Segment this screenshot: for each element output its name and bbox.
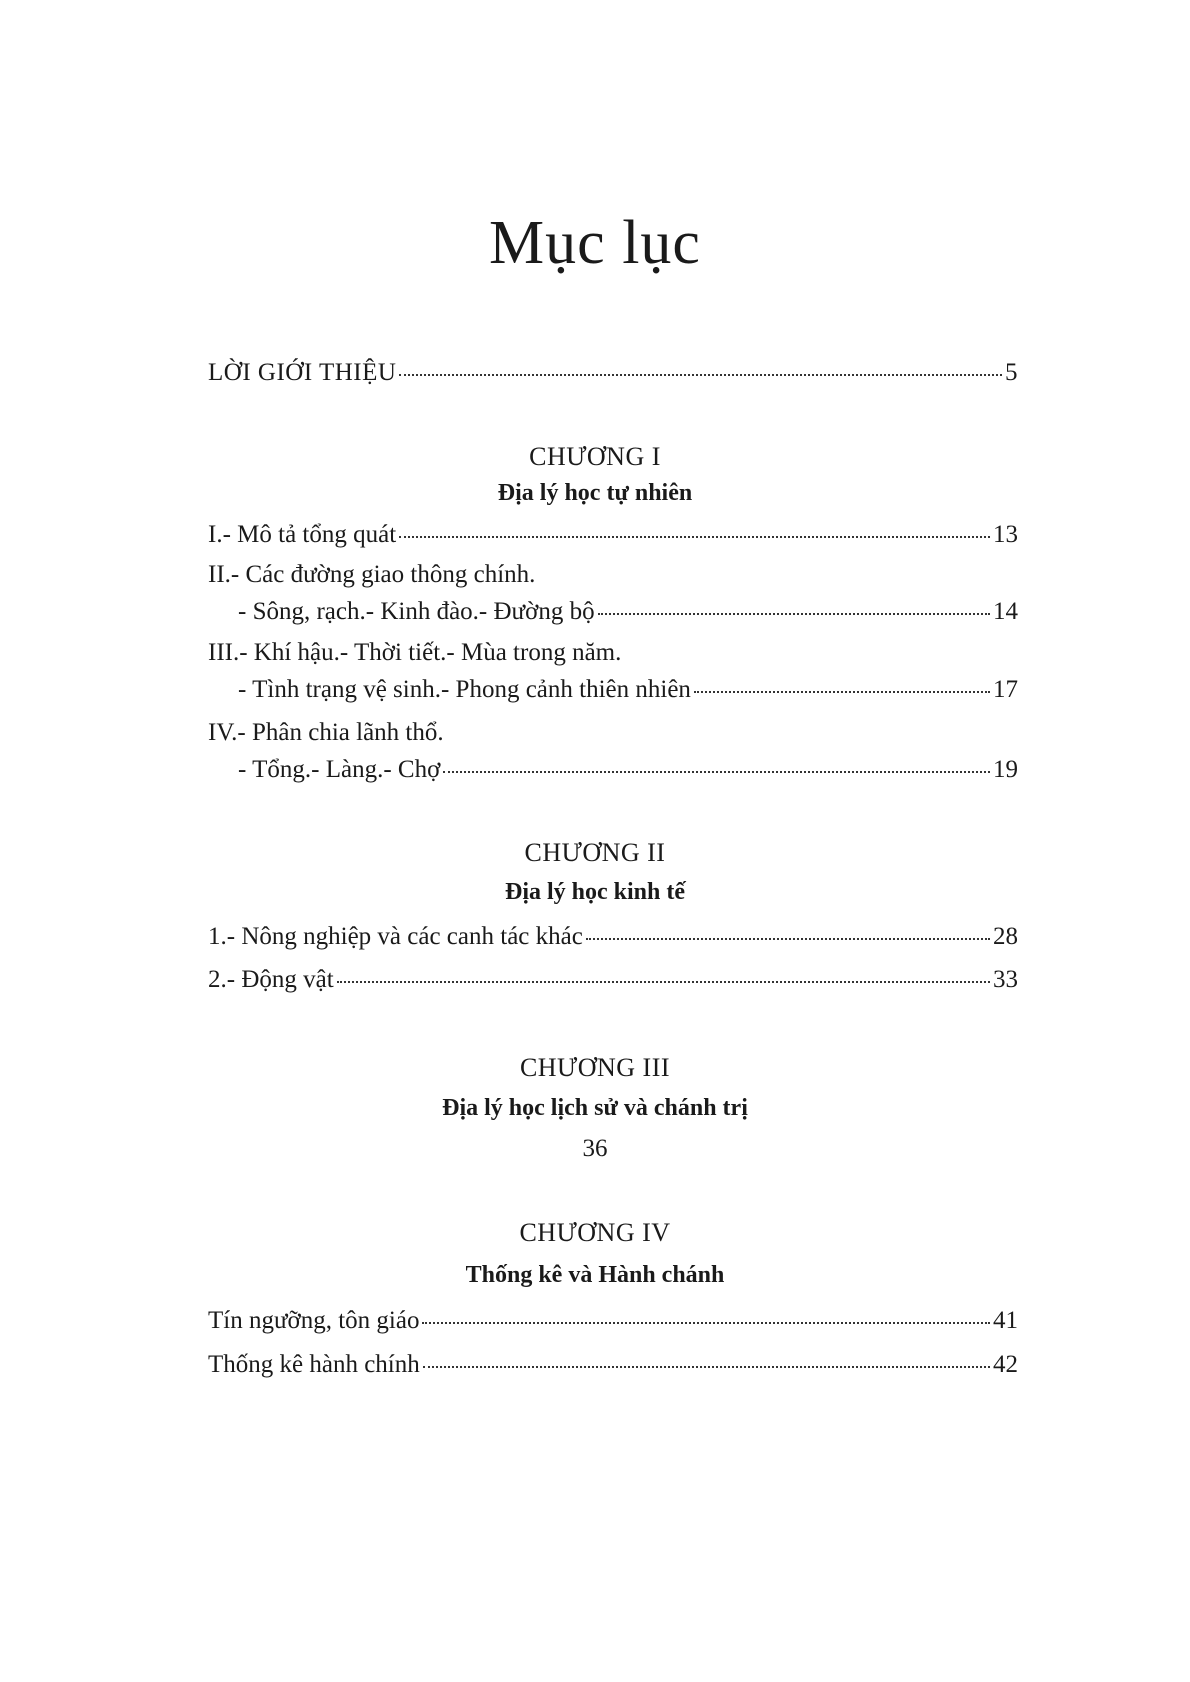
toc-entry-label: Tín ngưỡng, tôn giáo [208,1307,420,1334]
toc-entry-sublabel: - Sông, rạch.- Kinh đào.- Đường bộ [238,598,595,625]
toc-entry[interactable] [238,597,1018,627]
dot-leader [598,613,990,615]
toc-page-number: 28 [993,923,1018,950]
chapter-1-heading: CHƯƠNG I [529,442,661,471]
toc-entry[interactable] [208,1306,1018,1336]
toc-page-number: 41 [993,1307,1018,1334]
dot-leader [423,1366,990,1368]
toc-entry-intro[interactable] [208,358,1018,388]
page-title: Mục lục [489,209,701,277]
toc-entry[interactable] [208,1350,1018,1380]
toc-page-number: 42 [993,1351,1018,1378]
toc-page-number: 14 [993,598,1018,625]
toc-page-number: 17 [993,676,1018,703]
chapter-2-heading: CHƯƠNG II [524,838,666,867]
dot-leader [694,691,990,693]
toc-entry[interactable] [208,965,1018,995]
toc-page-number: 5 [1005,359,1018,386]
toc-page-number: 33 [993,966,1018,993]
toc-entry-label[interactable]: IV.- Phân chia lãnh thổ. [208,719,444,746]
dot-leader [399,536,990,538]
chapter-3-page-number: 36 [582,1135,608,1162]
chapter-3-subtitle[interactable]: Địa lý học lịch sử và chánh trị [442,1095,748,1121]
dot-leader [337,981,990,983]
chapter-4-subtitle: Thống kê và Hành chánh [465,1262,725,1288]
toc-entry[interactable] [208,520,1018,550]
toc-entry[interactable] [238,755,1018,785]
toc-entry-label: I.- Mô tả tổng quát [208,521,397,548]
toc-entry-sublabel: - Tổng.- Làng.- Chợ [238,756,441,783]
toc-entry-label[interactable]: II.- Các đường giao thông chính. [208,561,536,588]
toc-page-number: 19 [993,756,1018,783]
dot-leader [422,1322,990,1324]
dot-leader [586,938,990,940]
toc-entry-label: Thống kê hành chính [208,1351,420,1378]
toc-page-number: 13 [993,521,1018,548]
dot-leader [443,771,990,773]
toc-entry-label: 2.- Động vật [208,966,334,993]
chapter-3-heading: CHƯƠNG III [519,1053,671,1082]
toc-entry-sublabel: - Tình trạng vệ sinh.- Phong cảnh thiên nhiên [238,676,691,703]
toc-entry-label[interactable]: III.- Khí hậu.- Thời tiết.- Mùa trong năm. [208,639,622,666]
toc-entry[interactable] [238,675,1018,705]
dot-leader [399,374,1002,376]
chapter-4-heading: CHƯƠNG IV [519,1218,671,1247]
chapter-2-subtitle: Địa lý học kinh tế [504,879,686,905]
toc-entry-label: 1.- Nông nghiệp và các canh tác khác [208,923,583,950]
toc-entry-label: LỜI GIỚI THIỆU [208,359,397,386]
toc-entry[interactable] [208,922,1018,952]
chapter-1-subtitle: Địa lý học tự nhiên [497,480,693,506]
